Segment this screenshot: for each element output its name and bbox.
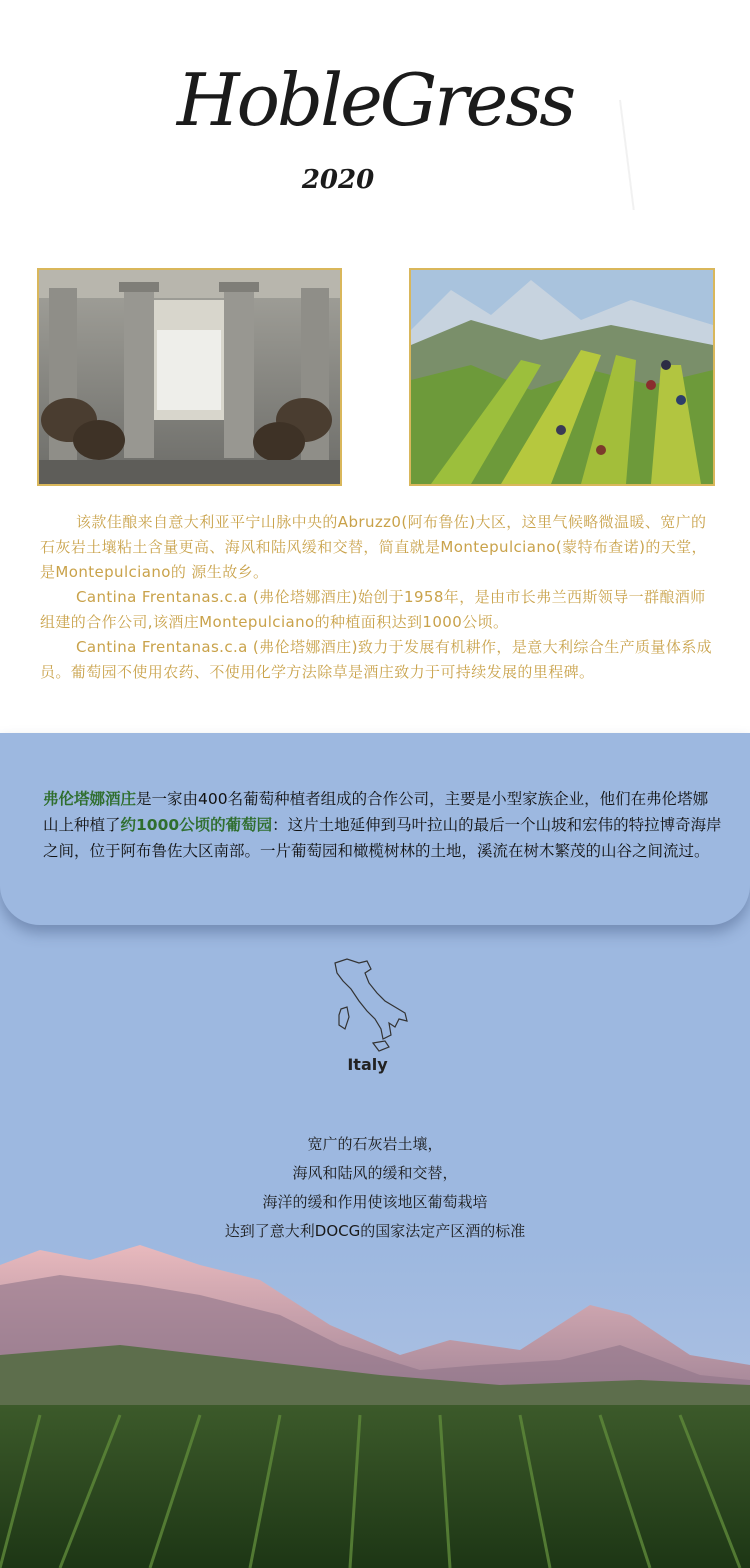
- intro-paragraph-2: Cantina Frentanas.c.a (弗伦塔娜酒庄)始创于1958年，是由市长弗兰西斯领导一群酿酒师组建的合作公司,该酒庄Montepulciano的种植面积达到1000公顷。: [40, 588, 706, 631]
- logo-year: 2020: [301, 165, 375, 195]
- terroir-text: [150, 1130, 600, 1246]
- mountain-vineyard-landscape: [0, 1245, 750, 1568]
- cellar-illustration: [39, 270, 340, 484]
- intro-paragraph-3: Cantina Frentanas.c.a (弗伦塔娜酒庄)致力于发展有机耕作，是意大利综合生产质量体系成员。葡萄园不使用农药、不使用化学方法除草是酒庄致力于可持续发展的里程碑。: [40, 638, 713, 681]
- terroir-line-1: 宽广的石灰岩土壤，: [307, 1135, 443, 1153]
- vineyard-area-highlight: 约1000公顷的葡萄园: [120, 816, 273, 834]
- italy-label: Italy: [347, 1055, 388, 1074]
- winery-text-2: ：这片土地延伸到马叶拉山的最后一个山坡和宏伟的特拉博奇海岸之间，位于阿布鲁佐大区南部。一片葡萄园和橄榄树林的土地，溪流在树木繁茂的山谷之间流过。: [43, 816, 722, 860]
- intro-text: [40, 510, 720, 685]
- winery-description: [43, 786, 723, 864]
- terroir-line-4: 达到了意大利DOCG的国家法定产区酒的标准: [224, 1222, 526, 1240]
- terroir-line-2: 海风和陆风的缓和交替，: [292, 1164, 458, 1182]
- intro-paragraph-1: 该款佳酿来自意大利亚平宁山脉中央的Abruzz0(阿布鲁佐)大区，这里气候略微温暖、宽广的石灰岩土壤粘土含量更高、海风和陆风缓和交替，简直就是Montepulciano(蒙特布查诺)的天堂，是Montepulciano的 源生故乡。: [40, 513, 707, 581]
- logo-wordmark: HobleGress: [176, 58, 574, 142]
- italy-map-icon: [325, 955, 415, 1055]
- brand-logo: [0, 40, 750, 210]
- winery-name-highlight: 弗伦塔娜酒庄: [43, 790, 137, 808]
- cellar-photo: [37, 268, 342, 486]
- winery-text-1: 是一家由400名葡萄种植者组成的合作公司，主要是小型家族企业，他们在弗伦塔娜山上种植了: [43, 790, 709, 834]
- vineyard-photo: [409, 268, 715, 486]
- terroir-line-3: 海洋的缓和作用使该地区葡萄栽培: [262, 1193, 488, 1211]
- vineyard-illustration: [411, 270, 713, 484]
